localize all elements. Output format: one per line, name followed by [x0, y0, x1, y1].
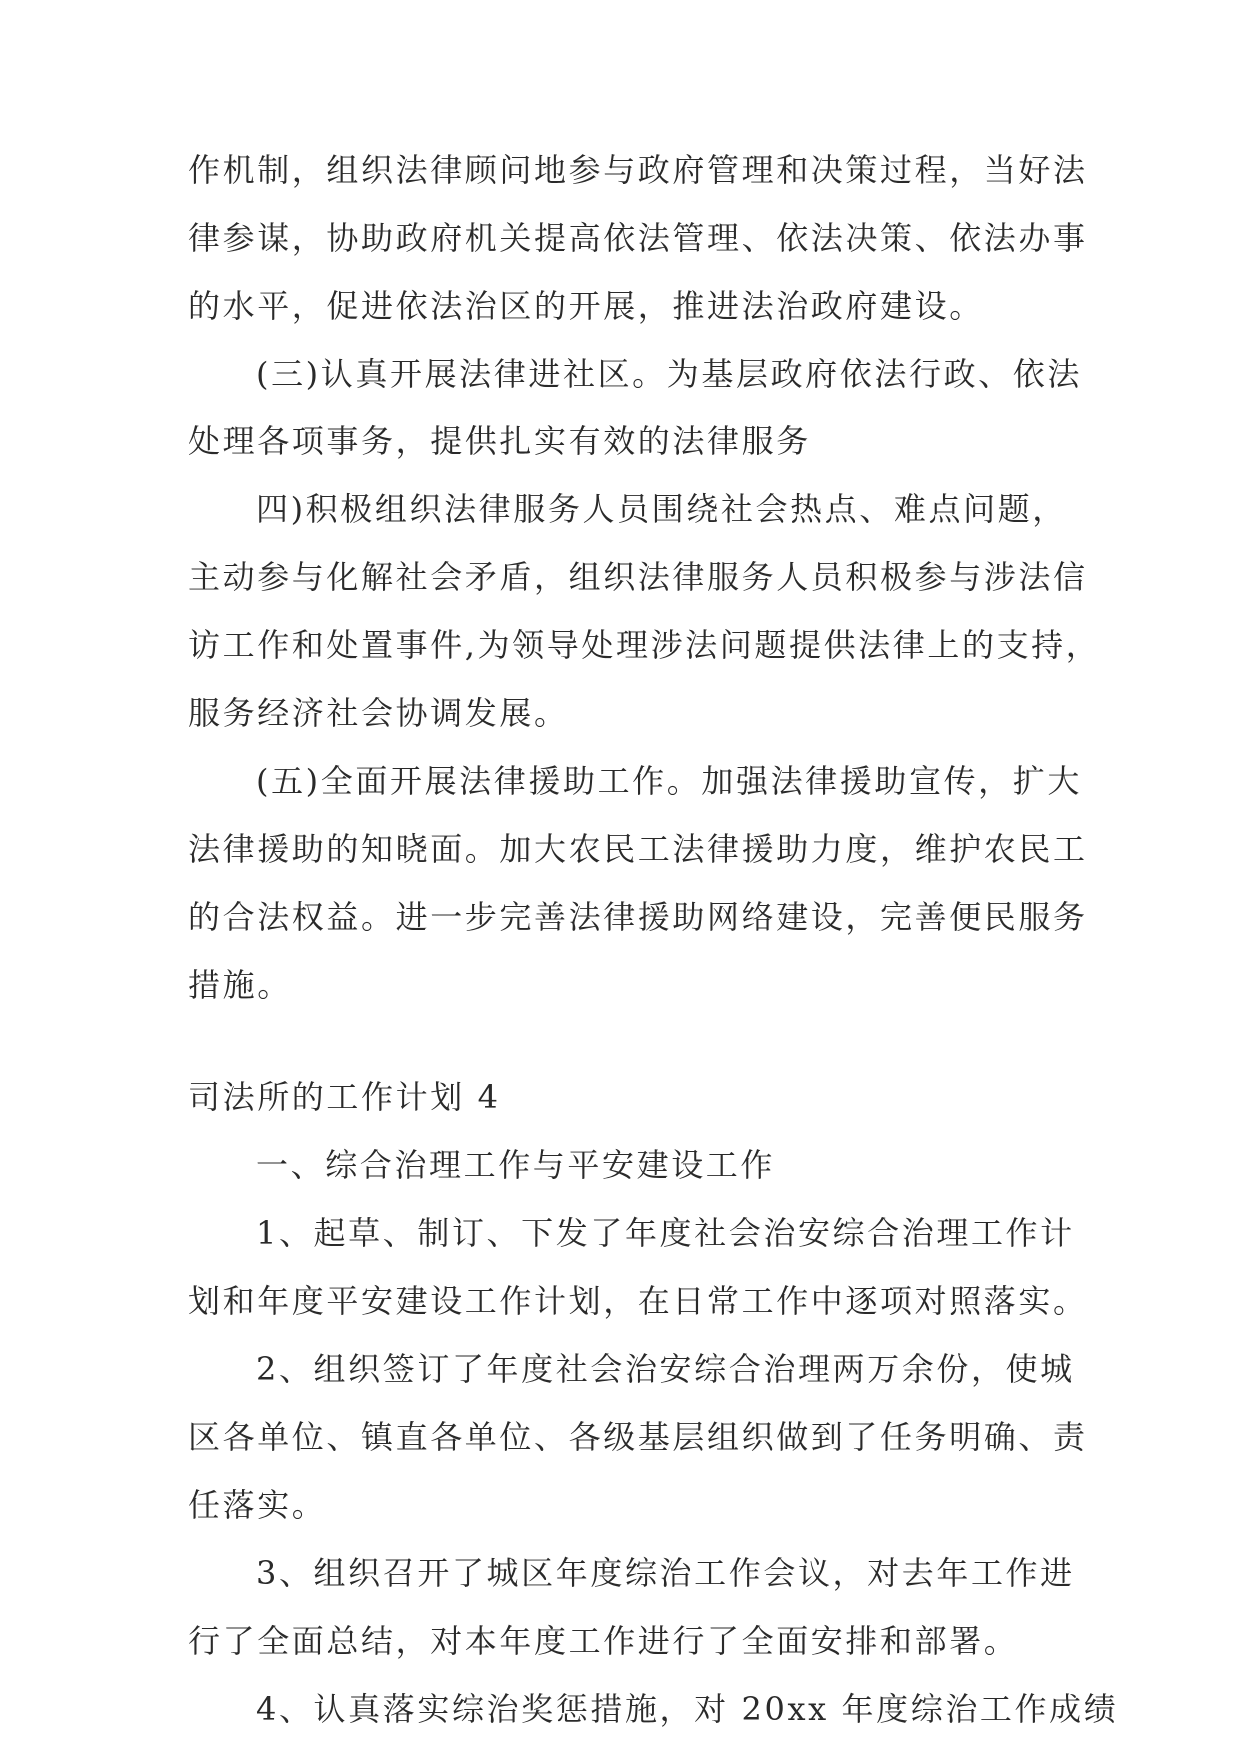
text-line: 3、组织召开了城区年度综治工作会议，对去年工作进: [256, 1554, 1075, 1592]
text-line: 1、起草、制订、下发了年度社会治安综合治理工作计: [256, 1214, 1075, 1252]
text-line: 的水平，促进依法治区的开展，推进法治政府建设。: [188, 287, 984, 325]
text-line: 的合法权益。进一步完善法律援助网络建设，完善便民服务: [188, 898, 1088, 936]
text-line: 措施。: [188, 966, 292, 1004]
text-line: 主动参与化解社会矛盾，组织法律服务人员积极参与涉法信: [188, 558, 1088, 596]
text-line: 作机制，组织法律顾问地参与政府管理和决策过程，当好法: [188, 151, 1088, 189]
text-line: 律参谋，协助政府机关提高依法管理、依法决策、依法办事: [188, 219, 1088, 257]
section-heading: 司法所的工作计划 4: [188, 1078, 501, 1116]
text-line: 2、组织签订了年度社会治安综合治理两万余份，使城: [256, 1350, 1075, 1388]
text-line: 区各单位、镇直各单位、各级基层组织做到了任务明确、责: [188, 1418, 1088, 1456]
text-line: (五)全面开展法律援助工作。加强法律援助宣传，扩大: [256, 762, 1082, 800]
text-line: 访工作和处置事件,为领导处理涉法问题提供法律上的支持，: [188, 626, 1101, 664]
text-line: 行了全面总结，对本年度工作进行了全面安排和部署。: [188, 1622, 1019, 1660]
text-line: 处理各项事务，提供扎实有效的法律服务: [188, 422, 811, 460]
text-line: 四)积极组织法律服务人员围绕社会热点、难点问题，: [256, 490, 1067, 528]
text-line: (三)认真开展法律进社区。为基层政府依法行政、依法: [256, 355, 1082, 393]
subheading: 一、综合治理工作与平安建设工作: [256, 1146, 776, 1184]
text-line: 服务经济社会协调发展。: [188, 694, 569, 732]
text-line: 4、认真落实综治奖惩措施，对 20xx 年度综治工作成绩: [256, 1690, 1119, 1728]
text-line: 法律援助的知晓面。加大农民工法律援助力度，维护农民工: [188, 830, 1088, 868]
text-line: 任落实。: [188, 1486, 327, 1524]
text-line: 划和年度平安建设工作计划，在日常工作中逐项对照落实。: [188, 1282, 1088, 1320]
